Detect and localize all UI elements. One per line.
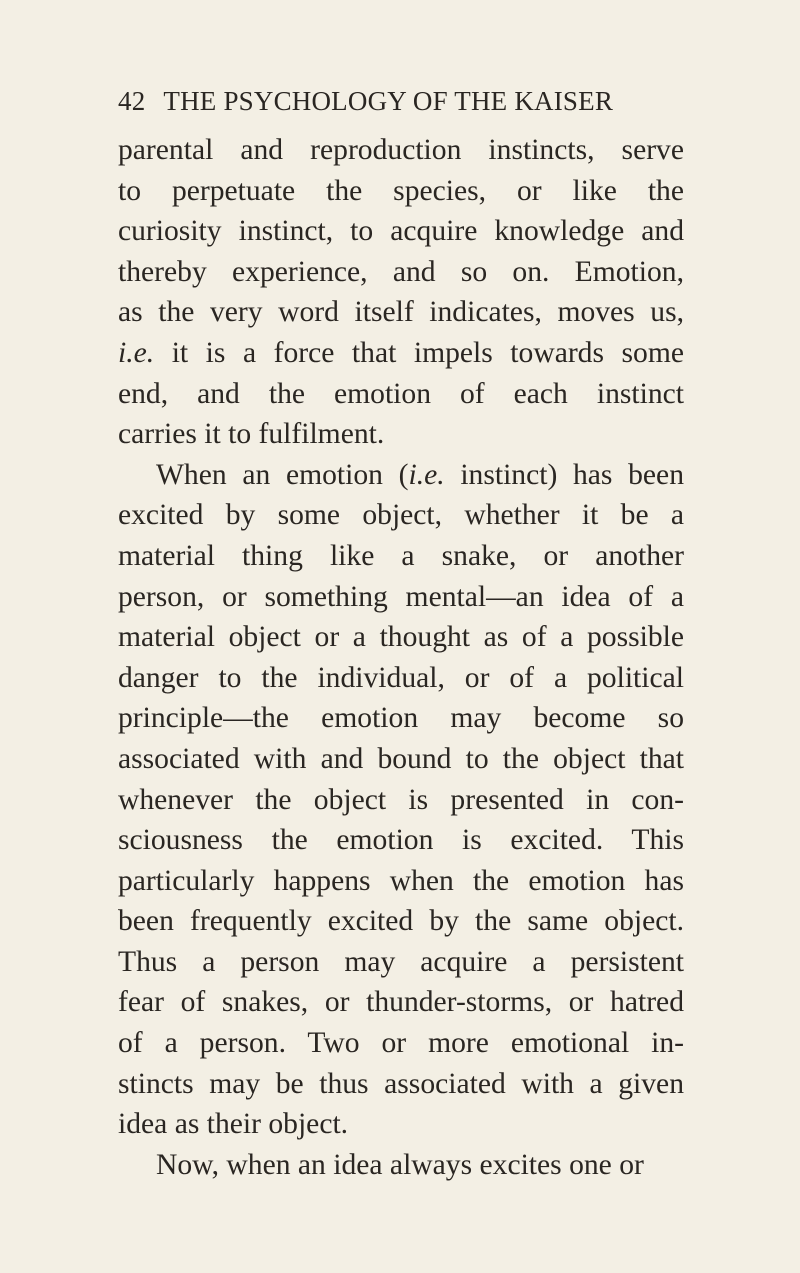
italic-abbreviation: i.e. (408, 458, 445, 491)
text-line: curiosity instinct, to acquire knowledge and (118, 215, 684, 248)
text-line: particularly happens when the emotion has (118, 864, 684, 897)
text-line: danger to the individual, or of a political (118, 661, 684, 694)
italic-abbreviation: i.e. (118, 336, 155, 369)
text-line: person, or something mental—an idea of a (118, 580, 684, 613)
text-line: parental and reproduction instincts, serve (118, 134, 684, 166)
paragraph-start-line: When an emotion (i.e. instinct) has been (156, 458, 684, 491)
text-line: end, and the emotion of each instinct (118, 377, 684, 410)
text-line: principle—the emotion may become so (118, 702, 684, 735)
text-line: material object or a thought as of a possible (118, 621, 684, 654)
text-line: been frequently excited by the same object. (118, 905, 684, 938)
text-line: fear of snakes, or thunder-storms, or hatred (118, 986, 684, 1019)
text-line: carries it to fulfilment. (118, 418, 385, 451)
running-header (118, 86, 684, 117)
text-line: excited by some object, whether it be a (118, 499, 684, 532)
text-line: i.e. it is a force that impels towards some (118, 336, 684, 369)
text-line: idea as their object. (118, 1108, 349, 1141)
text-line: thereby experience, and so on. Emotion, (118, 255, 684, 288)
text-line: of a person. Two or more emotional in- (118, 1027, 684, 1060)
text-line: material thing like a snake, or another (118, 539, 684, 572)
text-line: Thus a person may acquire a persistent (118, 945, 684, 978)
text-line: as the very word itself indicates, moves us, (118, 296, 684, 329)
text-line: associated with and bound to the object that (118, 742, 684, 775)
text-line: sciousness the emotion is excited. This (118, 824, 684, 857)
running-title: THE PSYCHOLOGY OF THE KAISER (163, 86, 614, 116)
paragraph-start-line: Now, when an idea always excites one or (156, 1148, 644, 1181)
text-line: stincts may be thus associated with a given (118, 1067, 684, 1100)
body-text (118, 130, 684, 1185)
text-line: to perpetuate the species, or like the (118, 174, 684, 207)
text-line: whenever the object is presented in con- (118, 783, 684, 816)
page-number: 42 (118, 86, 146, 116)
